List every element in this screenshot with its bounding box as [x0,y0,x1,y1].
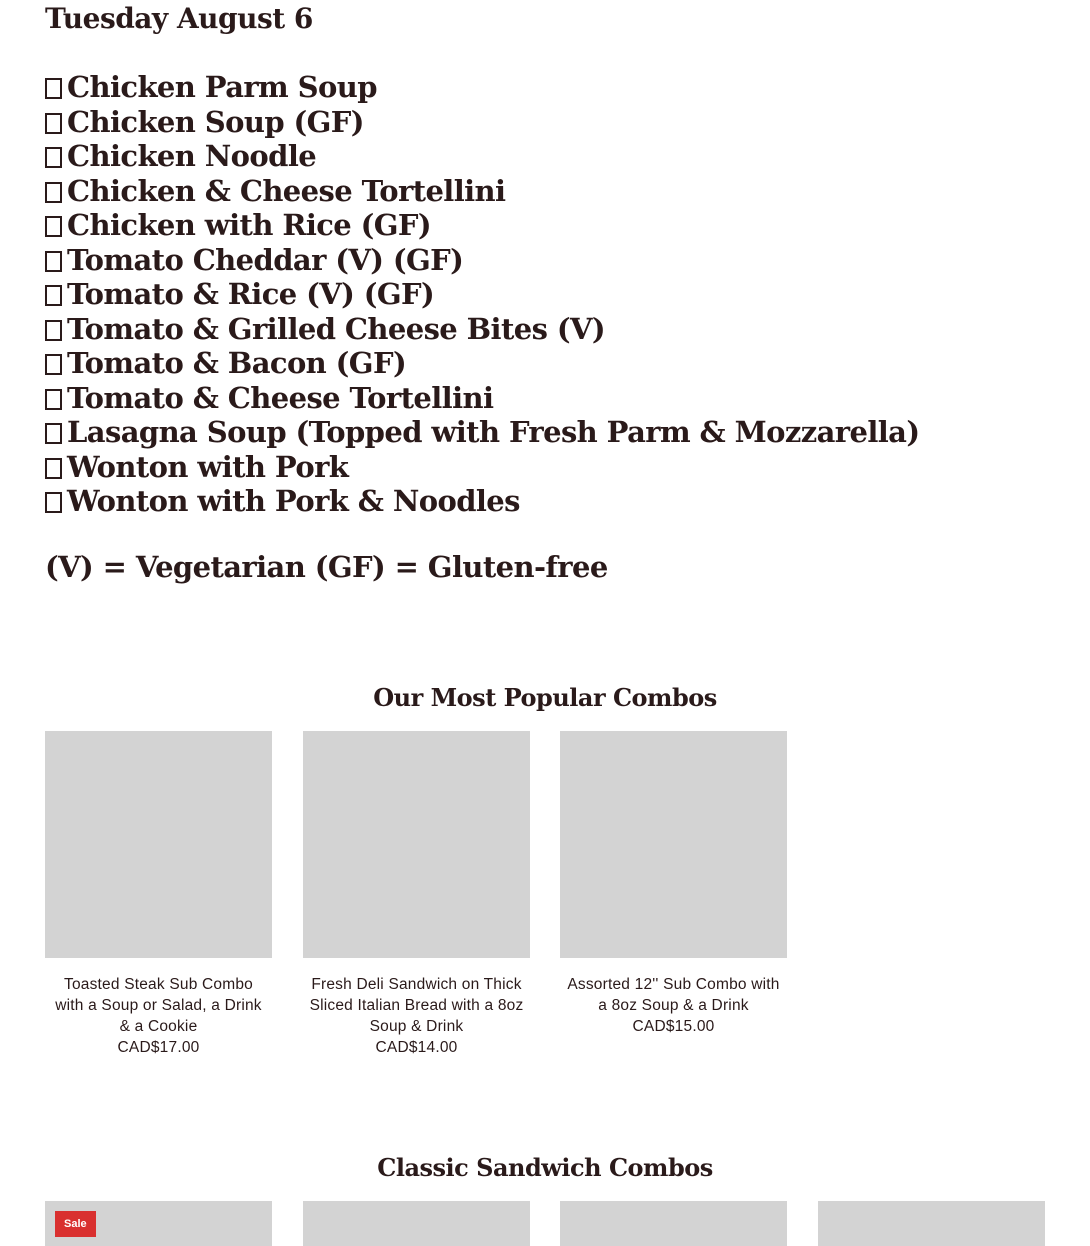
missing-glyph-icon [45,113,62,134]
soup-item [45,312,919,347]
soup-item [45,105,919,140]
soup-name: Lasagna Soup (Topped with Fresh Parm & Mozzarella) [67,415,920,449]
popular-combos-heading: Our Most Popular Combos [373,683,717,712]
soup-name: Chicken Noodle [67,139,317,173]
soup-name: Chicken Parm Soup [67,70,377,104]
soup-name: Tomato & Bacon (GF) [67,346,407,380]
soup-item [45,415,919,450]
product-title[interactable]: Fresh Deli Sandwich on Thick Sliced Italian Bread with a 8oz Soup & Drink [309,976,524,1035]
menu-date-heading: Tuesday August 6 [45,2,313,35]
missing-glyph-icon [45,147,62,168]
missing-glyph-icon [45,389,62,410]
soup-name: Tomato & Cheese Tortellini [67,380,494,415]
soup-list [45,70,919,519]
soup-name: Wonton with Pork [67,449,349,484]
product-card[interactable] [45,731,272,1058]
product-image[interactable] [45,1201,272,1246]
missing-glyph-icon [45,354,62,375]
missing-glyph-icon [45,78,62,99]
soup-item [45,346,919,381]
soup-item [45,243,919,278]
product-image[interactable] [303,1201,530,1246]
soup-item [45,139,919,174]
soup-name: Chicken & Cheese Tortellini [67,173,506,208]
product-price: CAD$15.00 [632,1018,715,1035]
soup-item [45,174,919,209]
product-card[interactable] [303,731,530,1058]
product-image[interactable] [560,731,787,958]
product-price: CAD$14.00 [375,1039,458,1056]
soup-name: Chicken with Rice (GF) [67,208,432,242]
product-card[interactable] [560,731,787,1037]
soup-name: Wonton with Pork & Noodles [67,484,520,518]
missing-glyph-icon [45,285,62,306]
soup-item [45,70,919,105]
diet-legend: (V) = Vegetarian (GF) = Gluten-free [45,550,608,584]
soup-item [45,381,919,416]
sale-badge: Sale [55,1211,96,1237]
soup-name: Tomato Cheddar (V) (GF) [67,242,464,277]
product-price: CAD$17.00 [117,1039,200,1056]
soup-name: Tomato & Rice (V) (GF) [67,277,435,311]
product-title[interactable]: Toasted Steak Sub Combo with a Soup or Salad, a Drink & a Cookie [55,976,262,1035]
soup-item [45,450,919,485]
classic-combos-heading: Classic Sandwich Combos [377,1153,713,1182]
missing-glyph-icon [45,216,62,237]
missing-glyph-icon [45,251,62,272]
missing-glyph-icon [45,182,62,203]
missing-glyph-icon [45,458,62,479]
product-image[interactable] [560,1201,787,1246]
missing-glyph-icon [45,423,62,444]
product-image[interactable] [303,731,530,958]
product-image[interactable] [818,1201,1045,1246]
soup-item [45,208,919,243]
soup-name: Chicken Soup (GF) [67,104,364,139]
missing-glyph-icon [45,320,62,341]
product-title[interactable]: Assorted 12'' Sub Combo with a 8oz Soup & a Drink [567,976,780,1014]
product-image[interactable] [45,731,272,958]
soup-item [45,484,919,519]
soup-item [45,277,919,312]
missing-glyph-icon [45,492,62,513]
soup-name: Tomato & Grilled Cheese Bites (V) [67,311,605,346]
